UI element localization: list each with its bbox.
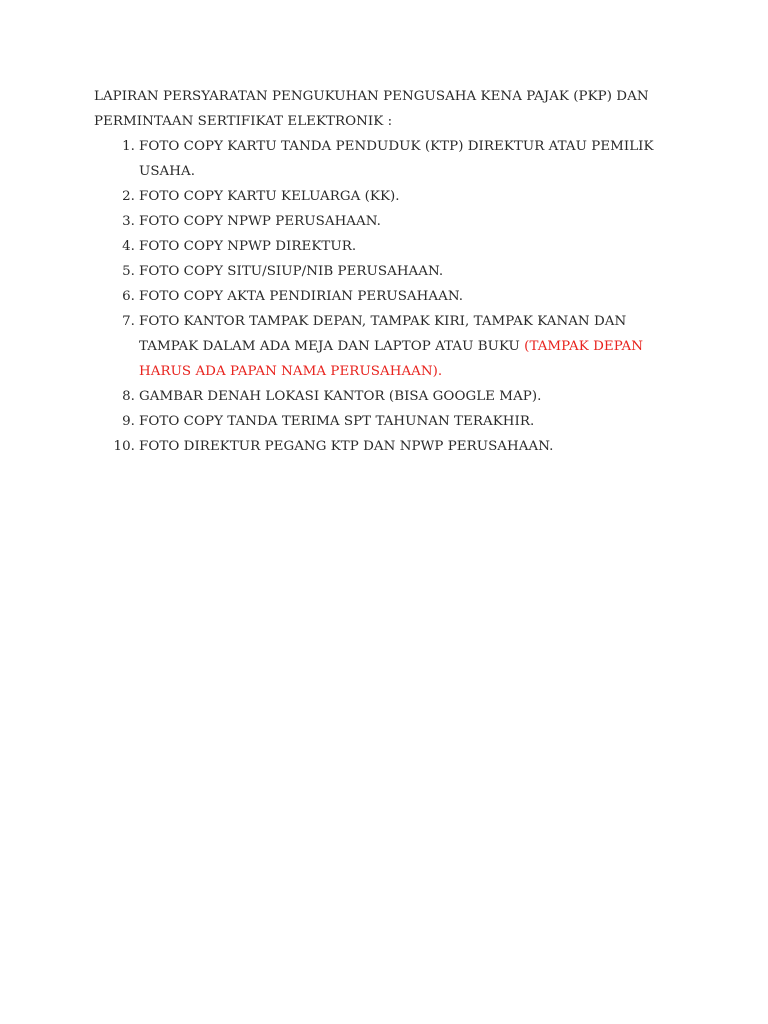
item-number: 6. (122, 289, 135, 304)
list-item (94, 434, 684, 459)
list-item (94, 134, 684, 184)
document-heading (94, 84, 684, 134)
item-number: 5. (122, 264, 135, 279)
item-text-line: FOTO COPY NPWP DIREKTUR. (139, 239, 357, 254)
list-item (94, 284, 684, 309)
highlight-note: (TAMPAK DEPAN (524, 339, 644, 354)
item-text-line (139, 334, 684, 359)
item-text-line: FOTO KANTOR TAMPAK DEPAN, TAMPAK KIRI, TAMPAK KANAN DAN (139, 314, 627, 329)
item-text (139, 409, 684, 434)
item-number: 7. (122, 314, 135, 329)
list-item (94, 309, 684, 384)
item-number: 1. (122, 139, 135, 154)
list-item (94, 259, 684, 284)
item-text-line: FOTO COPY TANDA TERIMA SPT TAHUNAN TERAKHIR. (139, 414, 535, 429)
list-item (94, 184, 684, 209)
highlight-note: HARUS ADA PAPAN NAMA PERUSAHAAN). (139, 364, 443, 379)
item-text (139, 184, 684, 209)
list-item (94, 409, 684, 434)
item-text-line: FOTO COPY KARTU KELUARGA (KK). (139, 189, 400, 204)
item-text (139, 284, 684, 309)
item-text (139, 309, 684, 384)
item-text-line: USAHA. (139, 164, 196, 179)
item-text (139, 234, 684, 259)
item-number: 9. (122, 414, 135, 429)
item-text-line: FOTO COPY KARTU TANDA PENDUDUK (KTP) DIREKTUR ATAU PEMILIK (139, 139, 654, 154)
list-item (94, 209, 684, 234)
item-text-line: FOTO COPY NPWP PERUSAHAAN. (139, 214, 381, 229)
item-number: 2. (122, 189, 135, 204)
document-body (94, 84, 684, 459)
item-text-line: FOTO DIREKTUR PEGANG KTP DAN NPWP PERUSAHAAN. (139, 439, 554, 454)
item-text-segment: TAMPAK DALAM ADA MEJA DAN LAPTOP ATAU BUKU (139, 339, 525, 354)
item-text-line: FOTO COPY SITU/SIUP/NIB PERUSAHAAN. (139, 264, 444, 279)
item-text (139, 259, 684, 284)
item-number: 4. (122, 239, 135, 254)
item-text-line: FOTO COPY AKTA PENDIRIAN PERUSAHAAN. (139, 289, 464, 304)
heading-line-2: PERMINTAAN SERTIFIKAT ELEKTRONIK : (94, 114, 393, 129)
item-text (139, 209, 684, 234)
item-number: 3. (122, 214, 135, 229)
requirements-list (94, 134, 684, 459)
item-number: 10. (113, 439, 135, 454)
list-item (94, 234, 684, 259)
item-text-line: GAMBAR DENAH LOKASI KANTOR (BISA GOOGLE MAP). (139, 389, 542, 404)
item-text (139, 434, 684, 459)
item-number: 8. (122, 389, 135, 404)
item-text (139, 384, 684, 409)
list-item (94, 384, 684, 409)
heading-line-1: LAPIRAN PERSYARATAN PENGUKUHAN PENGUSAHA KENA PAJAK (PKP) DAN (94, 89, 649, 104)
item-text (139, 134, 684, 184)
